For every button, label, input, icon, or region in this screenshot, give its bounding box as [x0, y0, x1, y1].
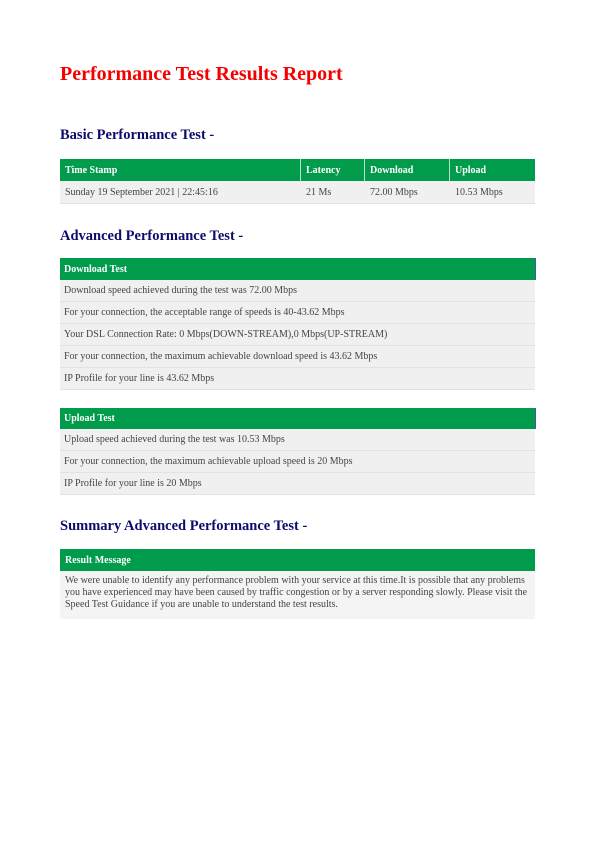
basic-table-row [60, 181, 535, 204]
upload-test-title: Upload Test [64, 413, 115, 424]
download-line [60, 324, 535, 346]
download-line [60, 302, 535, 324]
header-download: Download [370, 164, 414, 176]
cell-download: 72.00 Mbps [370, 186, 418, 198]
header-upload: Upload [455, 164, 487, 176]
download-line [60, 280, 535, 302]
basic-test-heading: Basic Performance Test - [60, 127, 215, 143]
report-title: Performance Test Results Report [60, 63, 343, 85]
download-line-text: For your connection, the acceptable range of speeds is 40-43.62 Mbps [64, 307, 345, 318]
download-line [60, 346, 535, 368]
download-line-text: For your connection, the maximum achievable download speed is 43.62 Mbps [64, 351, 378, 362]
cell-timestamp: Sunday 19 September 2021 | 22:45:16 [65, 186, 218, 198]
upload-line [60, 429, 535, 451]
summary-heading: Summary Advanced Performance Test - [60, 518, 308, 534]
upload-line [60, 451, 535, 473]
result-message-header [60, 549, 535, 571]
download-line [60, 368, 535, 390]
header-divider [449, 159, 450, 181]
download-line-text: Download speed achieved during the test was 72.00 Mbps [64, 285, 298, 296]
header-timestamp: Time Stamp [65, 164, 118, 176]
upload-line-text: Upload speed achieved during the test was 10.53 Mbps [64, 434, 285, 445]
upload-line-text: IP Profile for your line is 20 Mbps [64, 478, 202, 489]
basic-table-header [60, 159, 535, 181]
header-divider [300, 159, 301, 181]
result-message-title: Result Message [65, 554, 131, 566]
download-line-text: Your DSL Connection Rate: 0 Mbps(DOWN-STREAM),0 Mbps(UP-STREAM) [64, 329, 388, 340]
result-message-body: We were unable to identify any performance problem with your service at this time.It is possible that any problems you have experienced may have been caused by traffic congestion or by a server responding slowly. Please visit the Speed Test Guidance if you are unable to understand the test results. [60, 571, 535, 619]
download-line-text: IP Profile for your line is 43.62 Mbps [64, 373, 215, 384]
upload-test-header [60, 408, 535, 429]
download-test-header [60, 258, 535, 280]
upload-line [60, 473, 535, 495]
advanced-test-heading: Advanced Performance Test - [60, 228, 244, 244]
cell-latency: 21 Ms [306, 186, 332, 198]
header-divider [364, 159, 365, 181]
download-test-title: Download Test [64, 263, 128, 275]
cell-upload: 10.53 Mbps [455, 186, 503, 198]
upload-line-text: For your connection, the maximum achievable upload speed is 20 Mbps [64, 456, 353, 467]
header-latency: Latency [306, 164, 341, 176]
